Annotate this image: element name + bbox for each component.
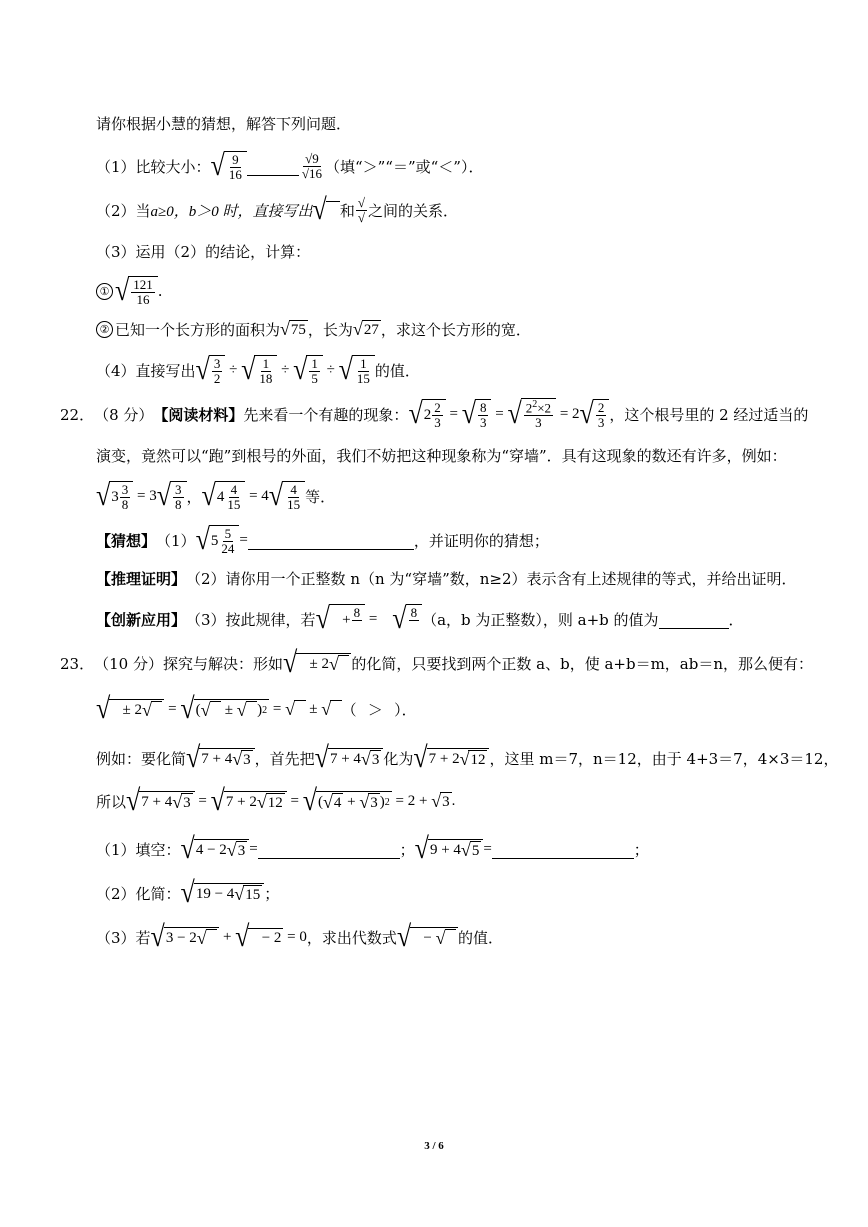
q23-example <box>96 738 838 778</box>
circled-2: ② <box>96 321 113 338</box>
sqrt-27: √ 27 <box>352 319 379 339</box>
q22-guess-b: ，并证明你的猜想； <box>413 531 549 550</box>
q21-p3-text: （3）运用（2）的结论，计算： <box>96 242 311 261</box>
sqrt-19-minus-4sqrt15: √ 19 − 4 √ 15 <box>181 880 265 906</box>
q23-example-d: ，这里 m＝7，n＝12，由于 4+3＝7，4×3＝12， <box>489 749 839 768</box>
q21-p1-blank <box>247 157 299 176</box>
sqrt-5-5-24: √ 5 $\frac{5}{24}$ <box>196 525 240 555</box>
q22-proof <box>96 558 797 598</box>
q21-p1-hint: （填“＞”“＝”或“＜”）． <box>324 157 484 176</box>
q21-part1 <box>96 146 483 186</box>
sqrt-4-4-15: √ 4 $\frac{4}{15}$ <box>202 481 246 511</box>
q22-apply: 【创新应用】 （3）按此规律，若 √ + 8 = √ 8 （a，b 为正整数），则 a+b 的值为 ． <box>96 601 744 636</box>
sqrt-m-pm-2sqrt-n: √ ± 2 √ <box>283 650 351 676</box>
sqrt-blank-minus-2: √ − 2 <box>235 919 282 954</box>
q23-so-prefix: 所以 <box>96 792 127 811</box>
q21-part3-2 <box>96 309 531 349</box>
q23-formula: √ ± 2 √ = √ ( √ ± √ ) 2 = √ ± √ （ ＞ ）． <box>96 691 417 726</box>
sqrt-7-plus-4sqrt3-b: √ 7 + 4 √ 3 <box>315 745 384 771</box>
q23-part3: （3）若 √ 3 − 2 √ + √ − 2 = 0 ，求出代数式 √ − √ 的值． <box>96 919 504 954</box>
sqrt-7-plus-2sqrt12: √ 7 + 2 √ 12 <box>413 745 489 771</box>
so-sqrt-7-4sqrt3: √ 7 + 4 √ 3 <box>126 788 195 814</box>
page-number: 3 / 6 <box>424 1140 444 1152</box>
q21-p2-cond: a≥0，b＞0 时，直接写出 <box>150 203 313 220</box>
sqrt-8-over-blank: √ 8 <box>392 604 422 634</box>
q23-example-b: ，首先把 <box>254 749 315 768</box>
sqrt-75: √ 75 <box>280 319 306 339</box>
q23-p1-end: ； <box>633 840 649 859</box>
q23-p2-suffix: ； <box>264 884 280 903</box>
q23-intro-a: 探究与解决：形如 <box>162 654 283 673</box>
q23-number: 23． <box>60 654 95 673</box>
sqrt-7-plus-4sqrt3: √ 7 + 4 √ 3 <box>186 745 255 771</box>
q23-p1-blank-2 <box>492 840 634 859</box>
q21-p2-prefix: （2）当 <box>96 201 151 220</box>
intro-line <box>96 103 351 143</box>
q21-part3 <box>96 231 310 271</box>
q22-proof-text: （2）请你用一个正整数 n（n 为“穿墙”数，n≥2）表示含有上述规律的等式，并给出证明． <box>186 569 797 588</box>
sqrt-blank-minus-sqrt: √ − √ <box>397 924 458 950</box>
q23-so: 所以 √ 7 + 4 √ 3 = √ 7 + 2 √ 12 = √ ( √ 4 + √ 3 ) 2 = 2 + √ 3 . <box>96 783 456 818</box>
sqrt-a-over-sqrt-b: $\frac{√}{√}$ <box>357 194 365 225</box>
sqrt-3-over-2: √ $\frac{3}{2}$ <box>196 355 226 385</box>
circled-1: ① <box>96 283 113 300</box>
q22-tag-guess: 【猜想】 <box>96 531 157 550</box>
sqrt-9-plus-4sqrt5: √ 9 + 4 √ 5 <box>415 836 484 862</box>
q22-line3: √ 3 $\frac{3}{8}$ = 3 √ $\frac{3}{8}$ ， √ 4 $\frac{4}{15}$ = 4 √ $\frac{4}{15}$ 等． <box>96 478 336 513</box>
q21-part3-1: ① √ $\frac{121}{16}$ . <box>96 271 163 311</box>
q22-guess-blank <box>248 531 414 550</box>
sqrt-a-over-b: √ <box>313 197 340 223</box>
so-sqrt-3: √ 3 <box>431 791 450 811</box>
q23-p3-prefix: （3）若 <box>96 928 151 947</box>
sqrt-1-over-18: √ $\frac{1}{18}$ <box>241 355 277 385</box>
sqrt-4-minus-2sqrt3: √ 4 − 2 √ 3 <box>181 836 250 862</box>
q22-line2-text: 演变，竟然可以“跑”到根号的外面，我们不妨把这种现象称为“穿墙”．具有这现象的数还有许多，例如： <box>96 446 787 465</box>
q23-example-c: 化为 <box>383 749 414 768</box>
sqrt-1-over-15: √ $\frac{1}{15}$ <box>339 355 375 385</box>
sqrt-8-3: √ $\frac{8}{3}$ <box>462 399 492 429</box>
sqrt-121-over-16: √ $\frac{121}{16}$ <box>115 276 158 306</box>
sqrt9-over-sqrt16: $\frac{√9}{√16}$ <box>301 150 322 181</box>
q22-guess-a: （1） <box>156 531 196 550</box>
q22-tag-apply: 【创新应用】 <box>96 610 187 629</box>
q23-p3-suffix: 的值． <box>458 928 504 947</box>
q21-p4-suffix: 的值． <box>374 361 420 380</box>
so-sqrt-square: √ ( √ 4 + √ 3 ) 2 <box>302 783 390 818</box>
q21-p2-and: 和 <box>339 201 355 220</box>
q22-apply-blank <box>659 610 729 629</box>
q23-example-a: 例如：要化简 <box>96 749 187 768</box>
q22-guess: 【猜想】 （1） √ 5 $\frac{5}{24}$ = ，并证明你的猜想； <box>96 522 549 557</box>
q23-p1-prefix: （1）填空： <box>96 840 181 859</box>
q23-p3-mid: ，求出代数式 <box>306 928 397 947</box>
q21-p3-2-a: 已知一个长方形的面积为 <box>115 320 281 339</box>
q21-p4-prefix: （4）直接写出 <box>96 361 196 380</box>
q21-p1-prefix: （1）比较大小： <box>96 157 211 176</box>
q22-line1: 22． （8 分） 【阅读材料】 先来看一个有趣的现象： √ 2 $\frac{2}{3}$ = √ $\frac{8}{3}$ = √ $\frac{2^2\times 2}{3}$ = 2 √ $\frac{2}{3}$ ，这个根号里的 2 经过适当的 <box>60 396 809 431</box>
so-sqrt-7-2sqrt12: √ 7 + 2 √ 12 <box>211 788 287 814</box>
q23-score: （10 分） <box>94 654 163 673</box>
q22-tag-proof: 【推理证明】 <box>96 569 187 588</box>
formula-lhs: √ ± 2 √ <box>96 696 164 722</box>
q22-apply-c: ． <box>728 610 744 629</box>
intro-text: 请你根据小慧的猜想，解答下列问题． <box>96 114 352 133</box>
q22-line3-suffix: 等． <box>305 487 336 506</box>
sqrt-2-3: √ $\frac{2}{3}$ <box>580 399 610 429</box>
q23-p1-sep: ； <box>399 840 415 859</box>
q22-apply-b: （a，b 为正整数），则 a+b 的值为 <box>422 610 659 629</box>
formula-mid: √ ( √ ± √ ) 2 <box>180 691 268 726</box>
q22-score: （8 分） <box>94 405 154 424</box>
q22-apply-a: （3）按此规律，若 <box>186 610 316 629</box>
sqrt-3-8: √ $\frac{3}{8}$ <box>157 481 187 511</box>
sqrt-2-2-3: √ 2 $\frac{2}{3}$ <box>408 399 445 429</box>
q23-part1: （1）填空： √ 4 − 2 √ 3 = ； √ 9 + 4 √ 5 = ； <box>96 831 649 866</box>
sqrt-9-over-16: √ $\frac{9}{16}$ <box>211 151 247 181</box>
q22-tag-reading: 【阅读材料】 <box>153 405 244 424</box>
sqrt-4-15: √ $\frac{4}{15}$ <box>269 481 305 511</box>
sqrt-1-over-5: √ $\frac{1}{5}$ <box>293 355 323 385</box>
sqrt-3-3-8: √ 3 $\frac{3}{8}$ <box>96 481 133 511</box>
q21-p2-suffix: 之间的关系． <box>367 201 458 220</box>
q21-part2 <box>96 190 458 230</box>
q22-reading-a: 先来看一个有趣的现象： <box>243 405 409 424</box>
sqrt-blank-plus-8: √ + 8 <box>316 604 366 634</box>
q21-p3-2-b: ，长为 <box>307 320 353 339</box>
q22-reading-b: ，这个根号里的 2 经过适当的 <box>609 405 809 424</box>
q22-line2 <box>96 435 787 475</box>
q23-line1 <box>60 643 813 683</box>
q22-number: 22． <box>60 405 95 424</box>
q21-part4: （4）直接写出 √ $\frac{3}{2}$ ÷ √ $\frac{1}{18}$ ÷ √ $\frac{1}{5}$ ÷ √ $\frac{1}{15}$ 的值． <box>96 352 420 387</box>
sqrt-3-minus-2sqrt: √ 3 − 2 √ <box>151 924 220 950</box>
q23-part2 <box>96 873 279 913</box>
q23-p1-blank-1 <box>258 840 400 859</box>
q23-intro-b: 的化简，只要找到两个正数 a、b，使 a+b＝m，ab＝n，那么便有： <box>351 654 814 673</box>
q23-p2-prefix: （2）化简： <box>96 884 181 903</box>
sqrt-22x2-3: √ $\frac{2^2\times 2}{3}$ <box>507 398 556 430</box>
q21-p3-2-c: ，求这个长方形的宽． <box>380 320 531 339</box>
